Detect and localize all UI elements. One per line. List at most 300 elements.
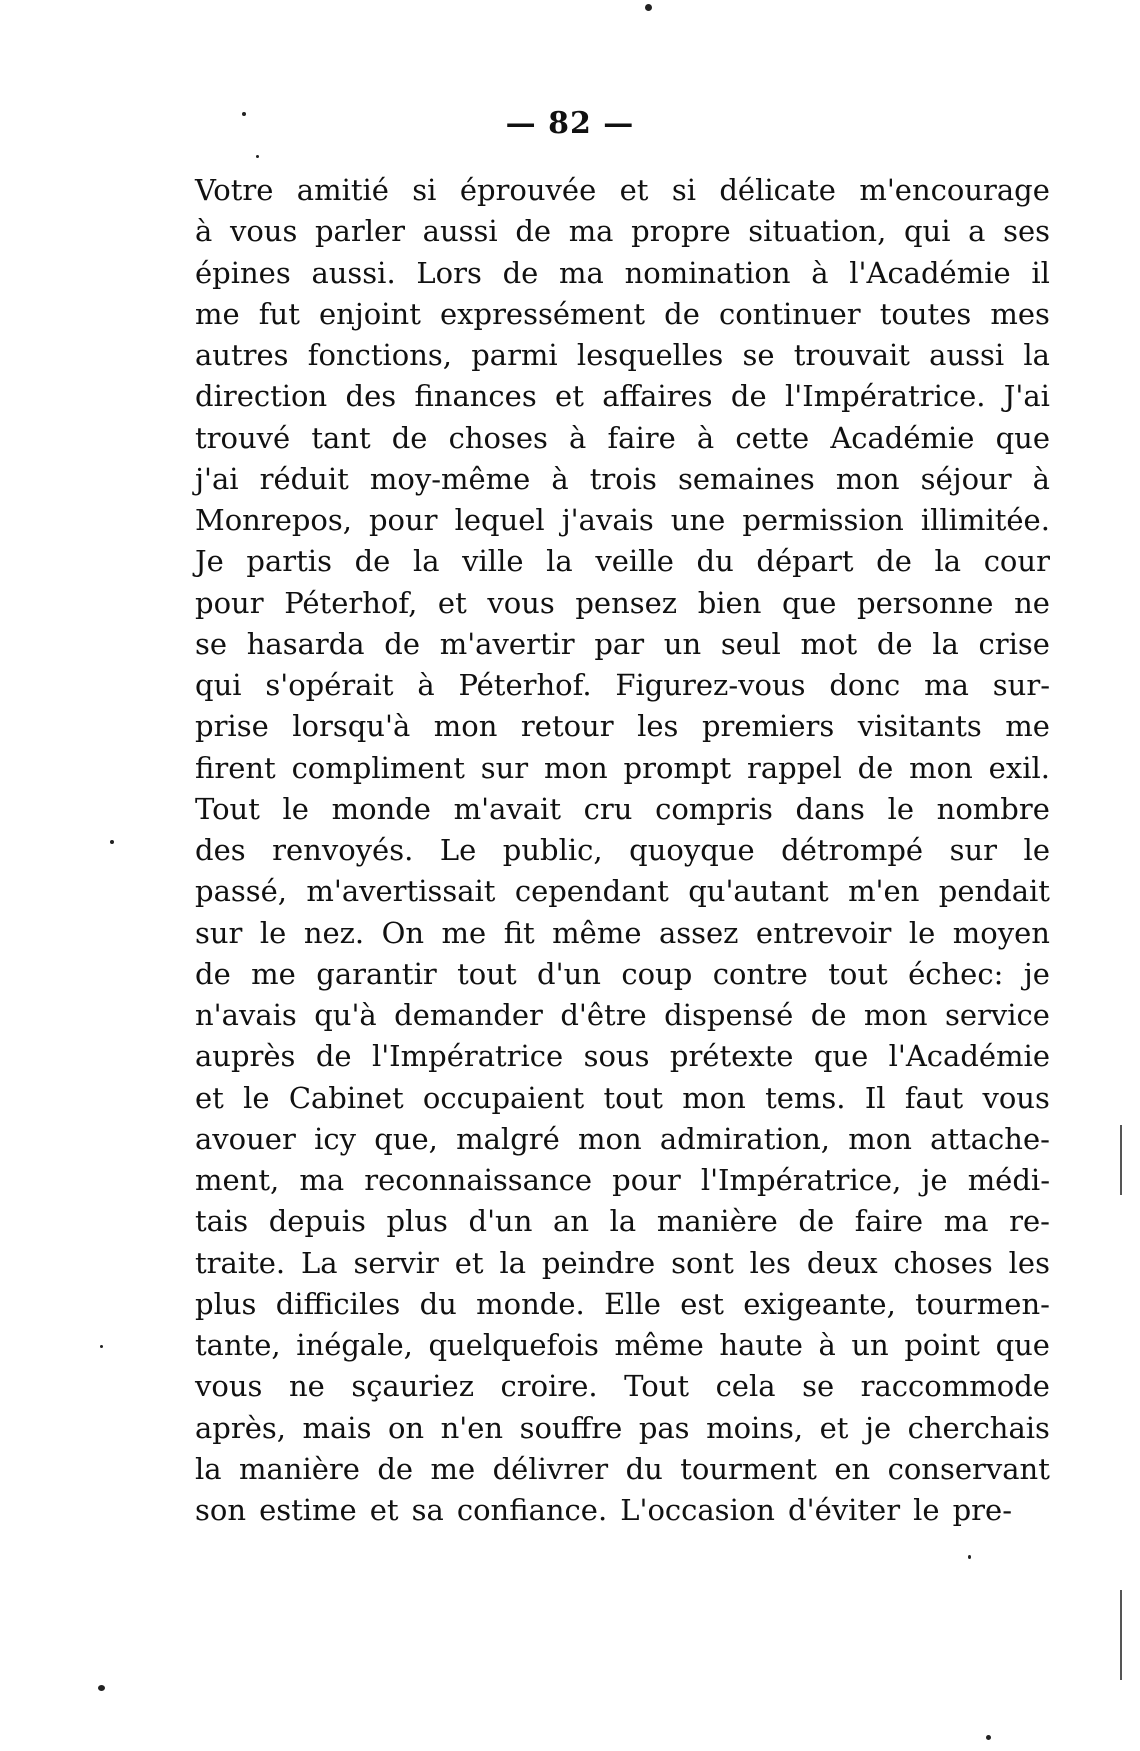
text-line — [195, 1366, 1050, 1407]
word: et — [454, 1245, 484, 1280]
word: sur — [949, 833, 998, 867]
word: fit — [503, 915, 535, 950]
word: tant — [311, 420, 371, 455]
word: la — [932, 626, 959, 661]
word: admiration, — [659, 1121, 830, 1156]
word: coup — [621, 956, 693, 991]
word: faire — [607, 420, 676, 455]
text-line — [195, 1078, 1050, 1119]
word: ville — [462, 544, 524, 579]
word: les — [749, 1245, 791, 1280]
word: qu'à — [314, 998, 377, 1032]
word: sur — [480, 750, 529, 785]
word: et — [437, 585, 467, 620]
word: tante, — [195, 1328, 281, 1362]
word: et — [555, 379, 584, 414]
word: fut — [258, 296, 300, 331]
word: personne — [857, 585, 994, 620]
text-line — [195, 1408, 1050, 1449]
text-line — [195, 335, 1050, 376]
word: raccommode — [860, 1369, 1050, 1404]
word: pre- — [952, 1493, 1012, 1527]
word: que — [995, 1328, 1050, 1362]
word: tout — [828, 956, 888, 991]
word: manière — [656, 1204, 778, 1239]
word: délicate — [719, 173, 836, 207]
word: tourmen- — [915, 1286, 1050, 1321]
word: ma — [924, 668, 969, 702]
word: continuer — [718, 296, 861, 331]
word: mes — [990, 296, 1050, 331]
word: n'avais — [195, 998, 297, 1032]
word: affaires — [602, 379, 713, 414]
word: tems. — [765, 1080, 846, 1115]
scan-speck — [242, 112, 246, 116]
text-line — [195, 706, 1050, 747]
word: que, — [374, 1121, 438, 1156]
word: mon — [848, 1121, 912, 1156]
scan-speck — [98, 1685, 105, 1691]
word: conservant — [887, 1451, 1050, 1486]
word: Péterhof, — [284, 585, 418, 620]
text-line — [195, 459, 1050, 500]
word: finances — [414, 379, 537, 414]
word: épines — [195, 255, 291, 290]
word: moy-même — [369, 461, 531, 496]
word: lequel — [454, 503, 545, 537]
word: me — [441, 915, 487, 950]
scan-speck — [110, 840, 114, 844]
word: la — [499, 1245, 527, 1280]
word: d'un — [468, 1204, 533, 1239]
word: prétexte — [669, 1039, 794, 1074]
word: entrevoir — [755, 915, 892, 950]
word: haute — [719, 1328, 803, 1362]
word: nombre — [936, 791, 1050, 826]
word: de — [876, 626, 913, 661]
word: que — [782, 585, 837, 620]
word: service — [944, 998, 1050, 1032]
word: et — [195, 1080, 224, 1115]
word: dans — [795, 791, 865, 826]
word: exil. — [988, 750, 1050, 785]
word: ma — [299, 1163, 345, 1197]
word: médi- — [967, 1163, 1050, 1197]
word: peindre — [541, 1245, 656, 1280]
scan-speck — [645, 4, 652, 11]
word: de — [810, 998, 847, 1032]
text-line — [195, 1325, 1050, 1366]
word: échec: — [908, 956, 1004, 991]
word: trouvait — [793, 338, 910, 372]
word: le — [908, 915, 936, 950]
word: auprès — [195, 1039, 296, 1074]
word: passé, — [195, 874, 287, 909]
word: Tout — [624, 1369, 690, 1404]
word: de — [515, 214, 552, 249]
word: ma — [568, 214, 614, 249]
word: La — [301, 1245, 338, 1280]
text-line — [195, 665, 1050, 706]
text-line — [195, 913, 1050, 954]
word: à — [696, 420, 715, 455]
word: toutes — [879, 296, 972, 331]
body-text — [195, 170, 1050, 1531]
word: reconnaissance — [364, 1163, 593, 1197]
scan-speck — [986, 1735, 991, 1740]
text-line — [195, 500, 1050, 541]
word: me — [195, 296, 240, 331]
word: d'un — [537, 956, 601, 991]
word: aussi — [422, 214, 498, 249]
word: pour — [612, 1163, 681, 1197]
word: Figurez-vous — [615, 668, 806, 702]
word: assez — [658, 915, 739, 950]
text-line — [195, 995, 1050, 1036]
word: et — [619, 173, 649, 207]
word: il — [1031, 255, 1050, 290]
word: Il — [864, 1080, 886, 1115]
word: faire — [854, 1204, 924, 1239]
word: des — [345, 379, 397, 414]
word: seul — [720, 626, 781, 661]
word: Péterhof. — [458, 668, 592, 702]
word: ma — [943, 1204, 989, 1239]
text-line — [195, 1284, 1050, 1325]
word: du — [419, 1286, 457, 1321]
text-line — [195, 211, 1050, 252]
word: mon — [863, 998, 928, 1032]
word: en — [834, 1451, 871, 1486]
word: m'en — [848, 874, 920, 909]
text-line — [195, 1490, 1050, 1531]
word: cru — [583, 791, 633, 826]
word: cour — [983, 544, 1050, 579]
word: Le — [439, 833, 477, 867]
word: le — [259, 915, 287, 950]
word: re- — [1009, 1204, 1050, 1239]
scan-speck — [100, 1345, 103, 1348]
word: me — [430, 1451, 476, 1486]
page-number: — 82 — — [505, 106, 635, 141]
word: compris — [655, 791, 773, 826]
word: mon — [682, 1080, 746, 1115]
word: Votre — [195, 173, 274, 207]
word: son — [195, 1493, 247, 1527]
text-line — [195, 294, 1050, 335]
word: même — [552, 915, 642, 950]
word: de — [664, 296, 700, 331]
text-line — [195, 1201, 1050, 1242]
word: amitié — [296, 173, 389, 207]
word: sa — [411, 1493, 444, 1527]
word: à — [818, 1328, 836, 1362]
word: ne — [1014, 585, 1050, 620]
word: tout — [603, 1080, 663, 1115]
word: visitants — [857, 709, 982, 744]
word: plus — [386, 1204, 448, 1239]
word: du — [625, 1451, 663, 1486]
word: qu'autant — [688, 874, 829, 909]
word: sous — [583, 1039, 650, 1074]
word: tout — [457, 956, 517, 991]
word: trouvé — [195, 420, 291, 455]
word: m'avait — [453, 791, 561, 826]
word: firent — [195, 750, 276, 785]
word: premiers — [701, 709, 835, 744]
word: autres — [195, 338, 289, 372]
word: on — [387, 1410, 425, 1445]
word: an — [553, 1204, 589, 1239]
word: l'Académie — [888, 1039, 1050, 1074]
word: le — [243, 1080, 270, 1115]
word: après, — [195, 1410, 286, 1445]
word: de — [315, 1039, 352, 1074]
word: pour — [195, 585, 264, 620]
word: qui — [903, 214, 951, 249]
word: que — [995, 420, 1050, 455]
word: la — [546, 544, 573, 579]
word: compliment — [291, 750, 465, 785]
word: servir — [353, 1245, 439, 1280]
word: s'opérait — [265, 668, 394, 702]
word: Je — [195, 544, 224, 579]
word: enjoint — [318, 296, 421, 331]
word: malgré — [456, 1121, 560, 1156]
word: sur- — [992, 668, 1050, 702]
word: parmi — [471, 338, 558, 372]
word: public, — [502, 833, 603, 867]
text-line — [195, 253, 1050, 294]
word: de — [876, 544, 912, 579]
word: semaines — [677, 461, 815, 496]
word: que — [813, 1039, 869, 1074]
word: permission — [742, 503, 904, 537]
text-line — [195, 789, 1050, 830]
word: si — [412, 173, 437, 207]
word: renvoyés. — [272, 833, 414, 867]
word: et — [369, 1493, 399, 1527]
word: occupaient — [422, 1080, 585, 1115]
word: un — [851, 1328, 889, 1362]
word: monde. — [476, 1286, 585, 1321]
word: pour — [368, 503, 438, 537]
word: l'Académie — [849, 255, 1011, 290]
word: qui — [195, 668, 242, 702]
word: se — [195, 626, 228, 661]
word: mon — [835, 461, 900, 496]
word: le — [887, 791, 915, 826]
word: la — [609, 1204, 637, 1239]
word: L'occasion — [620, 1493, 775, 1527]
word: faut — [904, 1080, 964, 1115]
word: pas — [638, 1410, 690, 1445]
word: Cabinet — [288, 1080, 404, 1115]
word: Tout — [195, 791, 260, 826]
word: réduit — [259, 461, 349, 496]
text-line — [195, 1036, 1050, 1077]
text-line — [195, 830, 1050, 871]
word: inégale, — [296, 1328, 413, 1362]
word: tais — [195, 1204, 249, 1239]
word: l'Impératrice, — [700, 1163, 902, 1197]
word: la — [934, 544, 962, 579]
word: du — [696, 544, 734, 579]
word: choses — [448, 420, 548, 455]
word: plus — [195, 1286, 257, 1321]
word: moyen — [952, 915, 1050, 950]
word: trois — [589, 461, 657, 496]
word: Lors — [416, 255, 482, 290]
word: à — [195, 214, 213, 249]
word: les — [637, 709, 679, 744]
word: vous — [229, 214, 298, 249]
word: pendait — [938, 874, 1050, 909]
word: à — [1032, 461, 1050, 496]
word: exigeante, — [743, 1286, 896, 1321]
word: On — [381, 915, 425, 950]
word: situation, — [748, 214, 887, 249]
word: sont — [671, 1245, 734, 1280]
word: départ — [756, 544, 854, 579]
word: garantir — [316, 956, 437, 991]
word: mon — [433, 709, 498, 744]
word: rappel — [747, 750, 842, 785]
word: aussi — [929, 338, 1005, 372]
word: me — [1005, 709, 1050, 744]
word: nomination — [624, 255, 791, 290]
word: détrompé — [781, 833, 924, 867]
word: cette — [735, 420, 810, 455]
word: sur — [195, 915, 243, 950]
word: attache- — [930, 1121, 1050, 1156]
word: et — [819, 1410, 849, 1445]
word: je — [864, 1410, 892, 1445]
word: souffre — [519, 1410, 623, 1445]
word: mon — [578, 1121, 642, 1156]
word: les — [1008, 1245, 1050, 1280]
word: choses — [893, 1245, 993, 1280]
word: m'avertir — [439, 626, 575, 661]
word: moins, — [706, 1410, 804, 1445]
text-line — [195, 954, 1050, 995]
text-line — [195, 871, 1050, 912]
word: ses — [1003, 214, 1050, 249]
word: vous — [195, 1369, 263, 1404]
word: de — [354, 544, 391, 579]
word: crise — [978, 626, 1050, 661]
word: quelquefois — [428, 1328, 599, 1362]
word: vous — [982, 1080, 1050, 1115]
word: à — [811, 255, 829, 290]
word: la — [412, 544, 440, 579]
word: difficiles — [275, 1286, 401, 1321]
word: Académie — [830, 420, 975, 455]
word: est — [680, 1286, 724, 1321]
word: donc — [829, 668, 901, 702]
text-line — [195, 376, 1050, 417]
word: propre — [631, 214, 731, 249]
word: de — [384, 626, 421, 661]
word: me — [251, 956, 296, 991]
word: un — [663, 626, 702, 661]
word: hasarda — [246, 626, 365, 661]
word: mot — [800, 626, 858, 661]
text-line — [195, 170, 1050, 211]
text-line — [195, 624, 1050, 665]
word: veille — [595, 544, 674, 579]
text-line — [195, 1243, 1050, 1284]
word: à — [551, 461, 569, 496]
text-line — [195, 418, 1050, 459]
word: se — [742, 338, 775, 372]
word: par — [594, 626, 645, 661]
word: depuis — [268, 1204, 366, 1239]
text-line — [195, 541, 1050, 582]
word: l'Impératrice — [371, 1039, 564, 1074]
word: nez. — [303, 915, 365, 950]
word: croire. — [500, 1369, 598, 1404]
word: retour — [520, 709, 614, 744]
word: J'ai — [1003, 379, 1050, 414]
word: je — [1023, 956, 1050, 991]
word: lesquelles — [576, 338, 724, 372]
word: pensez — [575, 585, 678, 620]
word: illimitée. — [920, 503, 1050, 537]
word: à — [417, 668, 435, 702]
word: partis — [246, 544, 332, 579]
word: de — [391, 420, 428, 455]
word: cela — [715, 1369, 776, 1404]
word: le — [1023, 833, 1050, 867]
word: confiance. — [456, 1493, 608, 1527]
word: éprouvée — [459, 173, 597, 207]
word: délivrer — [492, 1451, 609, 1486]
word: deux — [806, 1245, 878, 1280]
word: quoyque — [629, 833, 755, 867]
word: Elle — [604, 1286, 661, 1321]
word: contre — [712, 956, 808, 991]
word: mais — [302, 1410, 372, 1445]
word: de — [798, 1204, 835, 1239]
word: je — [921, 1163, 948, 1197]
word: même — [614, 1328, 704, 1362]
word: n'en — [440, 1410, 504, 1445]
word: le — [282, 791, 309, 826]
word: vous — [487, 585, 555, 620]
word: m'avertissait — [306, 874, 496, 909]
word: de — [730, 379, 767, 414]
word: prompt — [623, 750, 732, 785]
word: si — [671, 173, 696, 207]
word: traite. — [195, 1245, 286, 1280]
word: ne — [288, 1369, 325, 1404]
word: se — [802, 1369, 835, 1404]
word: estime — [259, 1493, 357, 1527]
word: le — [913, 1493, 940, 1527]
word: demander — [394, 998, 543, 1032]
word: avouer — [195, 1121, 296, 1156]
word: de — [857, 750, 894, 785]
word: d'être — [560, 998, 647, 1032]
word: monde — [331, 791, 431, 826]
word: a — [968, 214, 986, 249]
word: j'avais — [561, 503, 654, 537]
word: lorsqu'à — [292, 709, 411, 744]
word: mon — [909, 750, 973, 785]
word: séjour — [920, 461, 1012, 496]
scan-edge-mark — [1120, 1125, 1122, 1195]
